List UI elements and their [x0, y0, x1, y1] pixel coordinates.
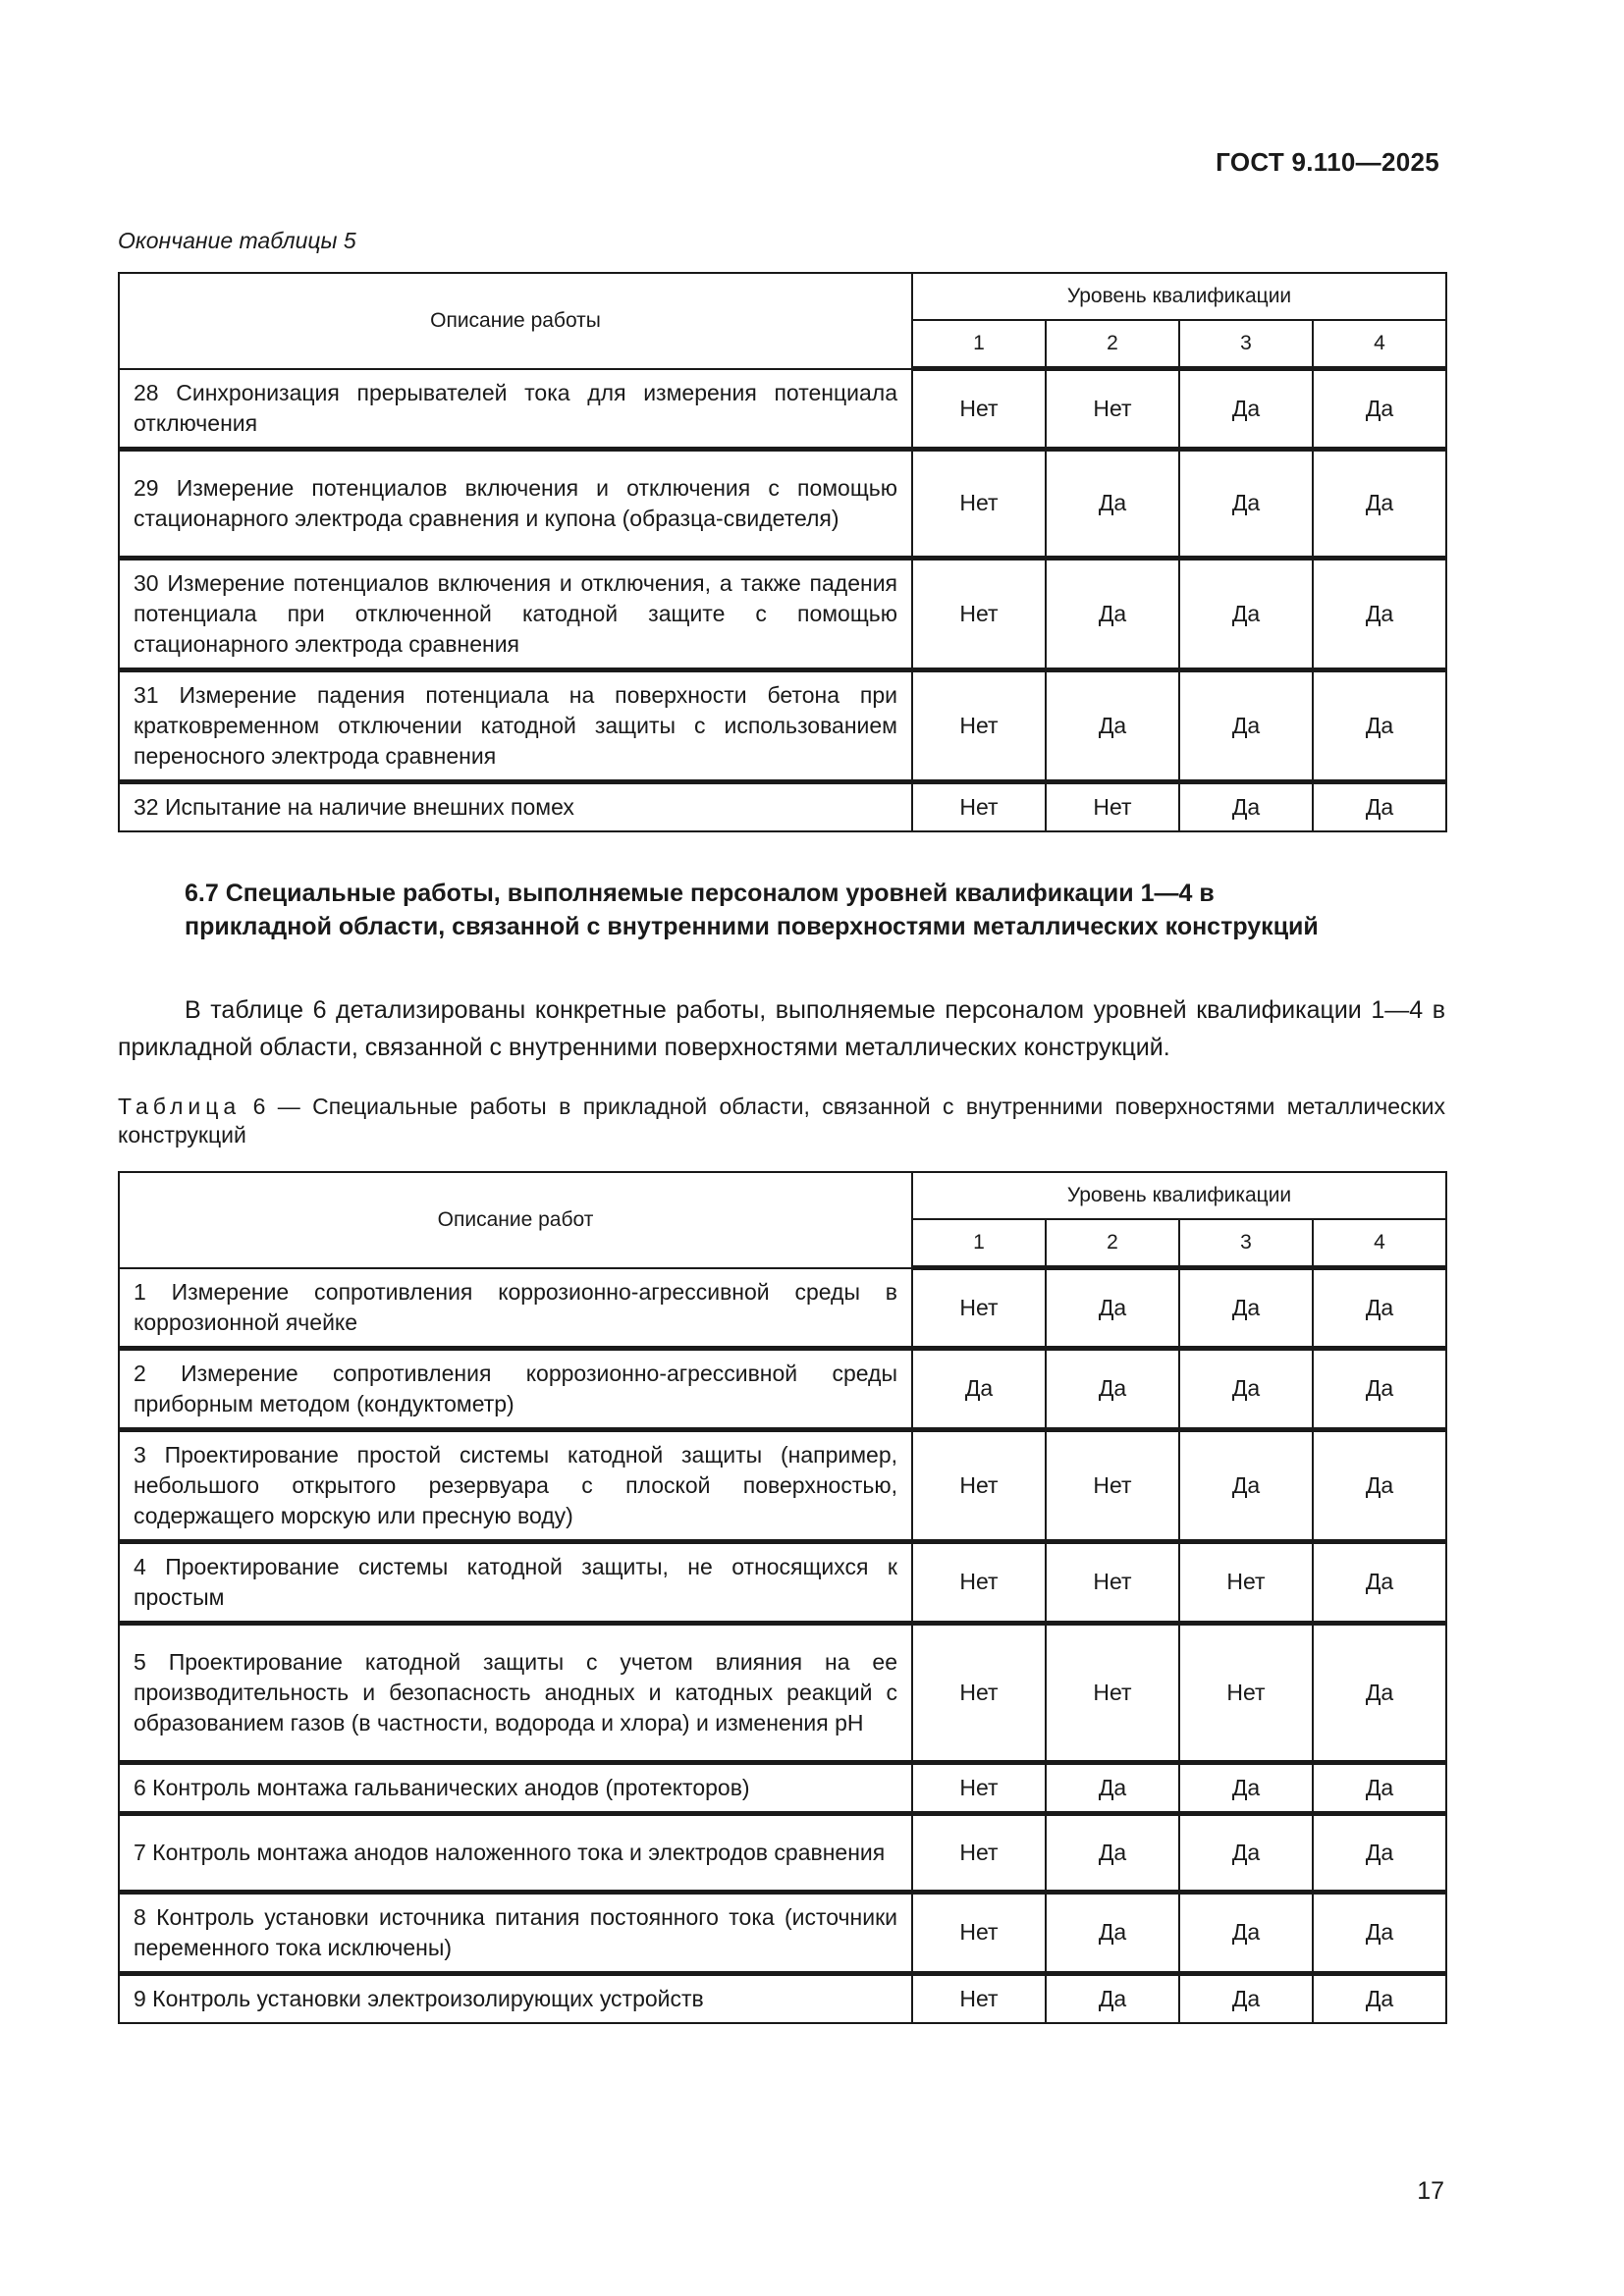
- table-row: [119, 669, 1446, 781]
- table-row: [119, 1762, 1446, 1813]
- table-5: [118, 272, 1447, 832]
- row-value: Нет: [912, 1429, 1046, 1541]
- row-value: Да: [1046, 669, 1179, 781]
- row-value: Да: [1313, 1623, 1446, 1762]
- row-value: Да: [1179, 1813, 1313, 1892]
- row-description: 29 Измерение потенциалов включения и отключения с помощью стационарного электрода сравнения и купона (образца-свидетеля): [119, 449, 912, 558]
- row-description: 1 Измерение сопротивления коррозионно-агрессивной среды в коррозионной ячейке: [119, 1268, 912, 1349]
- table6-level-3: 3: [1179, 1219, 1313, 1268]
- table-caption-text: 6 — Специальные работы в прикладной области, связанной с внутренними поверхностями металлических конструкций: [118, 1094, 1445, 1148]
- row-value: Нет: [912, 1892, 1046, 1973]
- table-row: [119, 1974, 1446, 2024]
- row-value: Да: [1179, 369, 1313, 450]
- row-value: Да: [1046, 1762, 1179, 1813]
- row-value: Да: [1313, 1348, 1446, 1429]
- table-continuation-label: Окончание таблицы 5: [118, 228, 356, 253]
- row-value: Нет: [912, 669, 1046, 781]
- row-value: Нет: [912, 1762, 1046, 1813]
- row-description: 31 Измерение падения потенциала на поверхности бетона при кратковременном отключении катодной защиты с использованием переносного электрода сравнения: [119, 669, 912, 781]
- row-value: Нет: [1046, 1623, 1179, 1762]
- row-value: Нет: [912, 781, 1046, 831]
- table6-level-4: 4: [1313, 1219, 1446, 1268]
- table-row: [119, 1541, 1446, 1623]
- row-value: Да: [1313, 1541, 1446, 1623]
- row-value: Да: [1179, 1892, 1313, 1973]
- row-value: Да: [1313, 558, 1446, 669]
- table6-header-level: Уровень квалификации: [912, 1172, 1446, 1219]
- row-value: Нет: [912, 1813, 1046, 1892]
- row-value: Да: [1046, 1892, 1179, 1973]
- table-caption: [118, 1093, 1445, 1149]
- table-row: [119, 1429, 1446, 1541]
- table-row: [119, 1892, 1446, 1973]
- row-description: 3 Проектирование простой системы катодной защиты (например, небольшого открытого резервуара с плоской поверхностью, содержащего морскую или пресную воду): [119, 1429, 912, 1541]
- row-value: Нет: [1046, 1541, 1179, 1623]
- row-value: Да: [1179, 1348, 1313, 1429]
- row-value: Да: [1313, 1974, 1446, 2024]
- row-description: 9 Контроль установки электроизолирующих устройств: [119, 1974, 912, 2024]
- row-value: Да: [1046, 1348, 1179, 1429]
- row-value: Нет: [1179, 1541, 1313, 1623]
- row-description: 32 Испытание на наличие внешних помех: [119, 781, 912, 831]
- row-value: Да: [1313, 1813, 1446, 1892]
- table-row: [119, 369, 1446, 450]
- row-value: Да: [912, 1348, 1046, 1429]
- row-value: Нет: [912, 1541, 1046, 1623]
- row-description: 30 Измерение потенциалов включения и отключения, а также падения потенциала при отключенной катодной защите с помощью стационарного электрода сравнения: [119, 558, 912, 669]
- row-description: 4 Проектирование системы катодной защиты, не относящихся к простым: [119, 1541, 912, 1623]
- row-value: Да: [1046, 558, 1179, 669]
- row-value: Нет: [912, 449, 1046, 558]
- table5-header-level: Уровень квалификации: [912, 273, 1446, 320]
- row-description: 2 Измерение сопротивления коррозионно-агрессивной среды приборным методом (кондуктометр): [119, 1348, 912, 1429]
- table6-level-1: 1: [912, 1219, 1046, 1268]
- row-value: Да: [1046, 449, 1179, 558]
- row-value: Да: [1046, 1268, 1179, 1349]
- row-description: 28 Синхронизация прерывателей тока для измерения потенциала отключения: [119, 369, 912, 450]
- section-paragraph: В таблице 6 детализированы конкретные работы, выполняемые персоналом уровней квалификации 1—4 в прикладной области, связанной с внутренними поверхностями металлических конструкций.: [118, 996, 1445, 1061]
- row-value: Да: [1313, 1268, 1446, 1349]
- row-value: Нет: [912, 1623, 1046, 1762]
- table5-header-description: Описание работы: [119, 273, 912, 369]
- row-value: Да: [1179, 558, 1313, 669]
- table5-level-3: 3: [1179, 320, 1313, 369]
- row-value: Нет: [1046, 781, 1179, 831]
- row-description: 6 Контроль монтажа гальванических анодов (протекторов): [119, 1762, 912, 1813]
- table6-level-2: 2: [1046, 1219, 1179, 1268]
- row-value: Да: [1046, 1974, 1179, 2024]
- table5-level-2: 2: [1046, 320, 1179, 369]
- table-row: [119, 1623, 1446, 1762]
- row-value: Да: [1179, 781, 1313, 831]
- row-value: Нет: [912, 1974, 1046, 2024]
- row-value: Нет: [1046, 369, 1179, 450]
- table6-header-description: Описание работ: [119, 1172, 912, 1268]
- row-value: Да: [1179, 1429, 1313, 1541]
- table-row: [119, 449, 1446, 558]
- page-number: 17: [1417, 2177, 1444, 2205]
- table-caption-word: Таблица: [118, 1094, 242, 1119]
- table-row: [119, 1348, 1446, 1429]
- row-value: Да: [1179, 669, 1313, 781]
- document-code: ГОСТ 9.110—2025: [1216, 147, 1439, 177]
- row-value: Да: [1313, 1892, 1446, 1973]
- row-value: Да: [1313, 369, 1446, 450]
- row-value: Нет: [1046, 1429, 1179, 1541]
- row-value: Да: [1313, 669, 1446, 781]
- row-value: Да: [1179, 1762, 1313, 1813]
- table-row: [119, 558, 1446, 669]
- row-description: 7 Контроль монтажа анодов наложенного тока и электродов сравнения: [119, 1813, 912, 1892]
- row-value: Нет: [1179, 1623, 1313, 1762]
- row-value: Да: [1313, 781, 1446, 831]
- row-description: 8 Контроль установки источника питания постоянного тока (источники переменного тока исключены): [119, 1892, 912, 1973]
- row-value: Нет: [912, 1268, 1046, 1349]
- row-value: Да: [1179, 449, 1313, 558]
- row-value: Да: [1313, 1762, 1446, 1813]
- table-row: [119, 781, 1446, 831]
- table5-level-1: 1: [912, 320, 1046, 369]
- row-value: Нет: [912, 369, 1046, 450]
- table-row: [119, 1813, 1446, 1892]
- table5-level-4: 4: [1313, 320, 1446, 369]
- row-value: Да: [1046, 1813, 1179, 1892]
- row-description: 5 Проектирование катодной защиты с учетом влияния на ее производительность и безопасность анодных и катодных реакций с образованием газов (в частности, водорода и хлора) и изменения pH: [119, 1623, 912, 1762]
- row-value: Да: [1179, 1974, 1313, 2024]
- table-row: [119, 1268, 1446, 1349]
- row-value: Да: [1313, 1429, 1446, 1541]
- row-value: Нет: [912, 558, 1046, 669]
- section-heading: 6.7 Специальные работы, выполняемые персоналом уровней квалификации 1—4 в прикладной области, связанной с внутренними поверхностями металлических конструкций: [185, 880, 1319, 940]
- table-6: [118, 1171, 1447, 2024]
- row-value: Да: [1179, 1268, 1313, 1349]
- row-value: Да: [1313, 449, 1446, 558]
